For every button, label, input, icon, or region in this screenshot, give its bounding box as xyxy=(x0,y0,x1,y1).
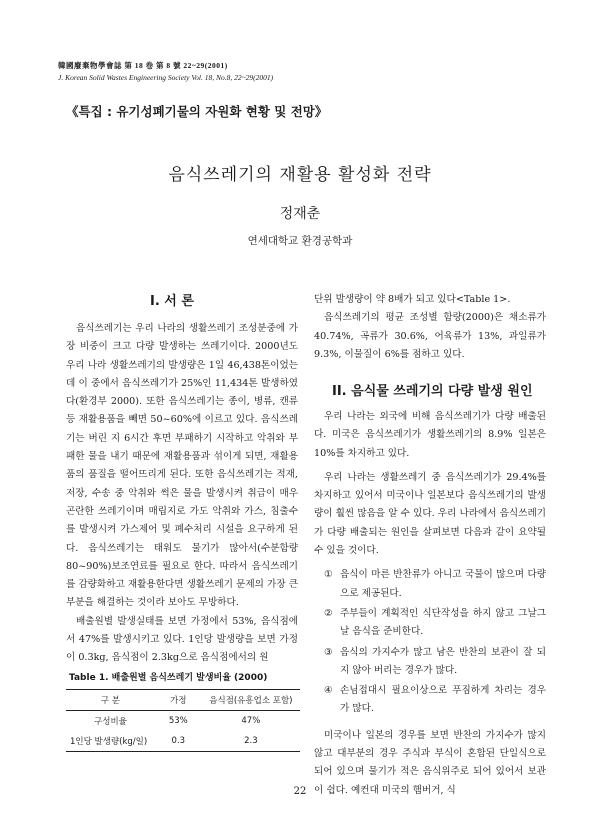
list-number: ② xyxy=(324,607,333,619)
list-item xyxy=(324,605,546,642)
list-number: ④ xyxy=(324,685,333,697)
table-header-restaurant: 음식점(유흥업소 포함) xyxy=(209,696,293,706)
list-item xyxy=(324,566,546,603)
table-row xyxy=(66,731,300,752)
section2-paragraph-2: 우리 나라는 생활쓰레기 중 음식쓰레기가 29.4%를 차지하고 있어서 미국이나 일본보다 음식쓰레기의 발생량이 훨씬 많음을 알 수 있다. 우리 나라에서 음식쓰레기가 다량 배출되는 원인을 살펴보면 다음과 같이 요약될 수 있을 것이다. xyxy=(314,471,546,557)
section1-paragraph-1: 음식쓰레기는 우리 나라의 생활쓰레기 조성분중에 가장 비중이 크고 다량 발생하는 쓰레기이다. 2000년도 우리 나라 생활쓰레기의 발생량은 1일 46,438톤이었는데 이 중에서 음식쓰레기가 25%인 11,434톤 발생하였다(환경부 2000). 또한 음식쓰레기는 종이, 병류, 캔류 등 재활용품을 빼면 50~60%에 이르고 있다. 음식쓰레기는 버린 지 6시간 후면 부패하기 시작하고 악취와 부패한 물을 내기 때문에 재활용품과 섞이게 되면, 재활용품의 품질을 떨어뜨리게 된다. 또한 음식쓰레기는 적재, 저장, 수송 중 악취와 썩은 물을 발생시켜 취급이 매우 곤란한 쓰레기이며 매립지로 가도 악취와 가스, 침출수를 발생시켜 가스제어 및 폐수처리 시설을 요구하게 된다. 음식쓰레기는 태워도 물기가 많아서(수분함량 80~90%)보조연료를 필요로 한다. 따라서 음식쓰레기를 감량화하고 재활용한다면 생활쓰레기 문제의 가장 큰 부분을 해결하는 것이라 보아도 무방하다. xyxy=(66,323,298,609)
journal-korean-line: 韓國廢棄物學會誌 第 18 卷 第 8 號 22~29(2001) xyxy=(58,61,228,70)
list-text: 음식이 마른 반찬류가 아니고 국물이 많으며 다량으로 제공된다. xyxy=(340,569,546,599)
list-item xyxy=(324,644,546,681)
right-column-body xyxy=(314,408,546,800)
table-header-row xyxy=(66,690,300,711)
table-cell: 구성비율 xyxy=(94,717,127,727)
list-text: 주부들이 계획적인 식단작성을 하지 않고 그날그날 음식을 준비한다. xyxy=(340,607,546,638)
author-affiliation: 연세대학교 환경공학과 xyxy=(247,235,353,247)
table-cell: 47% xyxy=(241,716,261,726)
table1 xyxy=(66,689,300,752)
right-paragraph-2: 음식쓰레기의 평균 조성별 함량(2000)은 채소류가 40.74%, 곡류가 30.6%, 어육류가 13%, 과일류가 9.3%, 이물질이 6%를 점하고 있다. xyxy=(314,312,546,360)
special-feature-label: 《특집 : 유기성폐기물의 자원화 현황 및 전망》 xyxy=(66,104,328,119)
table-row xyxy=(66,711,300,732)
section2-heading: II. 음식물 쓰레기의 다량 발생 원인 xyxy=(332,384,533,399)
table-cell: 0.3 xyxy=(171,736,186,746)
list-number: ③ xyxy=(324,646,333,658)
right-paragraph-1: 단위 발생량이 약 8배가 되고 있다<Table 1>. xyxy=(314,294,511,305)
author-name: 정재춘 xyxy=(279,206,321,222)
list-text: 음식의 가지수가 많고 남은 반찬의 보관이 잘 되지 않아 버리는 경우가 많다. xyxy=(340,646,546,676)
table-cell: 1인당 발생량(kg/일) xyxy=(70,737,148,747)
table1-caption: Table 1. 배출원별 음식쓰레기 발생비율 (2000) xyxy=(69,673,268,683)
table-cell: 2.3 xyxy=(244,736,258,746)
journal-english-line: J. Korean Solid Wastes Engineering Society Vol. 18, No.8, 22~29(2001) xyxy=(58,73,274,82)
reasons-list xyxy=(314,566,546,718)
right-column-top xyxy=(314,291,546,364)
table-header-household: 가정 xyxy=(170,696,187,706)
journal-header xyxy=(58,60,273,84)
section1-paragraph-2: 배출원별 발생실태를 보면 가정에서 53%, 음식점에서 47%를 발생시키고 있다. 1인당 발생량을 보면 가정이 0.3kg, 음식점이 2.3kg으로 음식점에서의 원 xyxy=(66,615,298,664)
page-number: 22 xyxy=(293,786,307,797)
table-cell: 53% xyxy=(168,716,188,726)
paper-title: 음식쓰레기의 재활용 활성화 전략 xyxy=(168,165,432,185)
section1-heading: I. 서 론 xyxy=(150,294,194,309)
table-header-category: 구 분 xyxy=(100,696,121,706)
list-item xyxy=(324,682,546,719)
list-text: 손님접대시 필요이상으로 푸짐하게 차리는 경우가 많다. xyxy=(340,685,546,715)
section2-closing-paragraph: 미국이나 일본의 경우를 보면 반찬의 가지수가 많지 않고 대부분의 경우 주식과 부식이 혼합된 단일식으로 되어 있으며 물기가 적은 음식위주로 되어 있어서 보관이 쉽다. 예컨대 미국의 햄버거, 식 xyxy=(314,729,546,796)
left-column xyxy=(66,320,298,668)
list-number: ① xyxy=(324,569,333,581)
section2-paragraph-1: 우리 나라는 외국에 비해 음식쓰레기가 다량 배출된다. 미국은 음식쓰레기가 생활쓰레기의 8.9% 일본은 10%를 차지하고 있다. xyxy=(314,411,546,459)
